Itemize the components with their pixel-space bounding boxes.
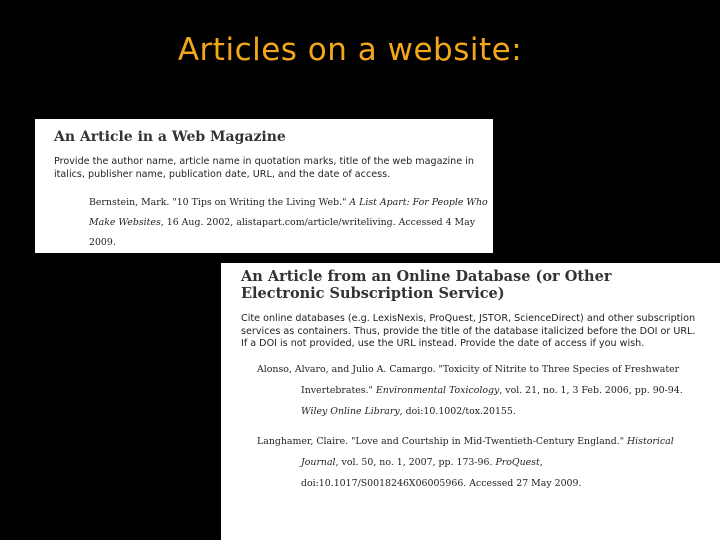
citation-text: Alonso, Alvaro, and Julio A. Camargo. "Toxicity of Nitrite to Three Species of Freshwater Invertebrates." (257, 363, 680, 396)
citation-container-title: Historical Journal (301, 435, 674, 468)
citation-text: , doi:10.1002/tox.20155. (399, 405, 516, 417)
web-magazine-description: Provide the author name, article name in quotation marks, title of the web magazine in italics, publisher name, publication date, URL, and the date of access. (54, 156, 474, 180)
citation-text: Langhamer, Claire. "Love and Courtship in Mid-Twentieth-Century England." (257, 435, 627, 447)
citation-text: Bernstein, Mark. "10 Tips on Writing the Living Web." (89, 197, 350, 208)
citation-container-title: Environmental Toxicology (375, 384, 500, 396)
citation-text: , 16 Aug. 2002, alistapart.com/article/writeliving. Accessed 4 May 2009. (89, 217, 476, 248)
citation-container-title: A List Apart: For People Who Make Websites (89, 197, 488, 228)
slide-title: Articles on a website: (177, 32, 523, 68)
database-citation-1 (241, 359, 701, 422)
citation-database-title: Wiley Online Library (301, 405, 400, 417)
web-magazine-citation (54, 193, 489, 253)
database-citation-2 (241, 431, 701, 494)
web-magazine-panel (35, 119, 493, 253)
citation-text: , vol. 50, no. 1, 2007, pp. 173-96. (335, 456, 496, 468)
citation-database-title: ProQuest (495, 456, 540, 468)
online-database-panel (221, 263, 720, 540)
online-database-heading: An Article from an Online Database (or Other Electronic Subscription Service) (241, 268, 612, 302)
citation-text: , vol. 21, no. 1, 3 Feb. 2006, pp. 90-94. (499, 384, 683, 396)
online-database-description: Cite online databases (e.g. LexisNexis, ProQuest, JSTOR, ScienceDirect) and other subscription services as containers. Thus, provide the title of the database italicized before the DOI or URL. If a DOI is not provided, use the URL instead. Provide the date of access if you wish. (241, 313, 696, 349)
web-magazine-heading: An Article in a Web Magazine (54, 129, 286, 145)
citation-text: , doi:10.1017/S0018246X06005966. Accessed 27 May 2009. (301, 456, 582, 489)
